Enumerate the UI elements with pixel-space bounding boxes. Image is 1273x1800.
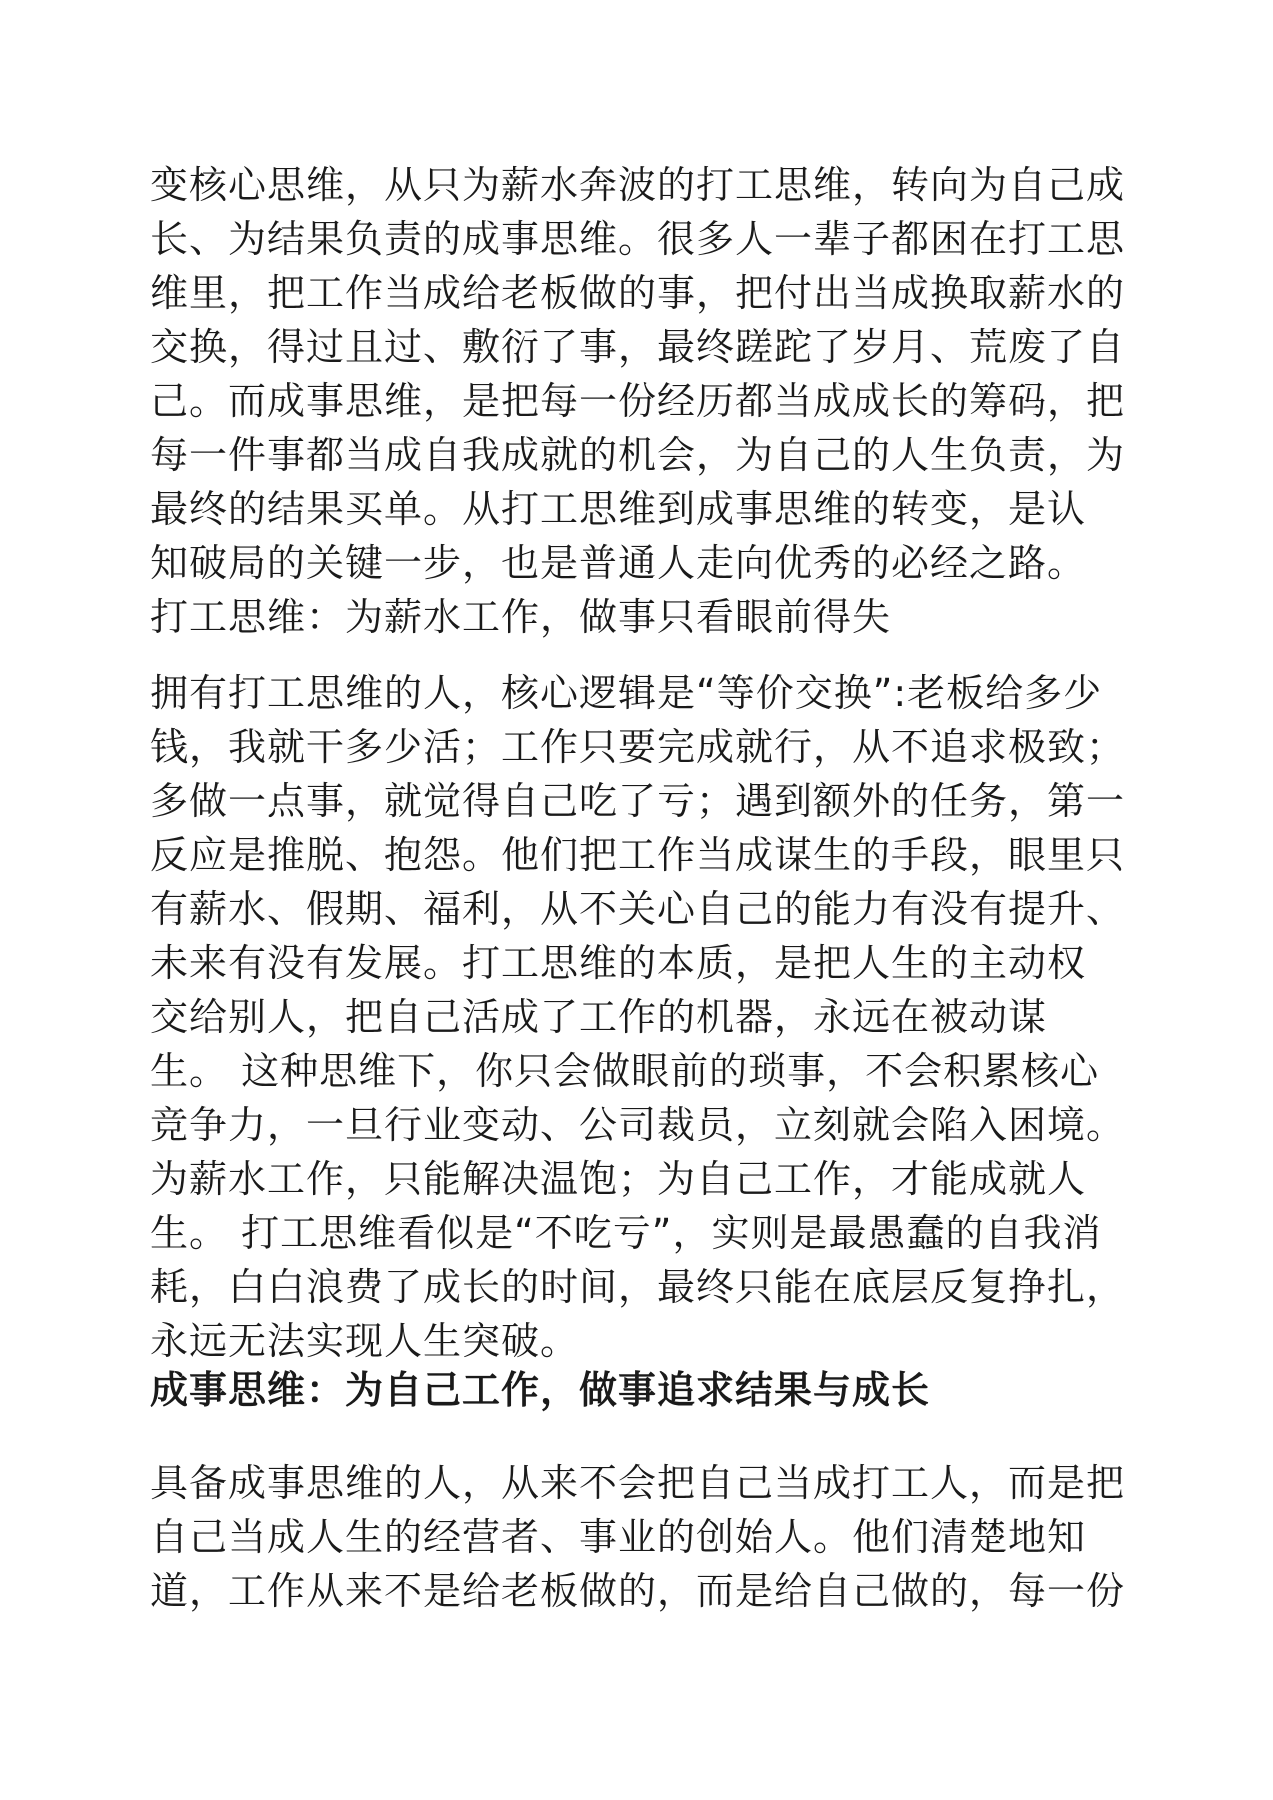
text-line: 生。 这种思维下，你只会做眼前的琐事，不会积累核心 [150, 1049, 1100, 1093]
paragraph-intro [150, 158, 1130, 644]
text-line: 知破局的关键一步，也是普通人走向优秀的必经之路。 [150, 541, 1087, 585]
text-line: 多做一点事，就觉得自己吃了亏；遇到额外的任务，第一 [150, 779, 1126, 823]
text-line: 反应是推脱、抱怨。他们把工作当成谋生的手段，眼里只 [150, 833, 1126, 877]
text-line: 道，工作从来不是给老板做的，而是给自己做的，每一份 [150, 1569, 1126, 1613]
heading-text: 成事思维：为自己工作，做事追求结果与成长 [150, 1368, 931, 1412]
text-line: 拥有打工思维的人，核心逻辑是“等价交换”:老板给多少 [150, 671, 1103, 715]
section-heading-achiever-mindset [150, 1363, 1130, 1417]
text-line: 长、为结果负责的成事思维。很多人一辈子都困在打工思 [150, 217, 1126, 261]
text-line: 具备成事思维的人，从来不会把自己当成打工人，而是把 [150, 1461, 1126, 1505]
text-line: 耗，白白浪费了成长的时间，最终只能在底层反复挣扎， [150, 1265, 1126, 1309]
text-line: 生。 打工思维看似是“不吃亏”，实则是最愚蠢的自我消 [150, 1211, 1102, 1255]
text-line: 最终的结果买单。从打工思维到成事思维的转变，是认 [150, 487, 1087, 531]
text-line: 永远无法实现人生突破。 [150, 1319, 580, 1363]
text-line: 维里，把工作当成给老板做的事，把付出当成换取薪水的 [150, 271, 1126, 315]
paragraph-worker-mindset [150, 666, 1130, 1368]
text-line: 交给别人，把自己活成了工作的机器，永远在被动谋 [150, 995, 1048, 1039]
text-line: 竞争力，一旦行业变动、公司裁员，立刻就会陷入困境。 [150, 1103, 1126, 1147]
text-line: 自己当成人生的经营者、事业的创始人。他们清楚地知 [150, 1515, 1087, 1559]
text-line: 为薪水工作，只能解决温饱；为自己工作，才能成就人 [150, 1157, 1087, 1201]
text-line: 己。而成事思维，是把每一份经历都当成成长的筹码，把 [150, 379, 1126, 423]
text-line: 未来有没有发展。打工思维的本质，是把人生的主动权 [150, 941, 1087, 985]
text-line: 钱，我就干多少活；工作只要完成就行，从不追求极致； [150, 725, 1126, 769]
text-line: 每一件事都当成自我成就的机会，为自己的人生负责，为 [150, 433, 1126, 477]
text-line: 变核心思维，从只为薪水奔波的打工思维，转向为自己成 [150, 163, 1126, 207]
text-line: 交换，得过且过、敷衍了事，最终蹉跎了岁月、荒废了自 [150, 325, 1126, 369]
section-heading-worker-mindset: 打工思维：为薪水工作，做事只看眼前得失 [150, 595, 892, 639]
paragraph-achiever-mindset [150, 1456, 1130, 1618]
text-line: 有薪水、假期、福利，从不关心自己的能力有没有提升、 [150, 887, 1126, 931]
